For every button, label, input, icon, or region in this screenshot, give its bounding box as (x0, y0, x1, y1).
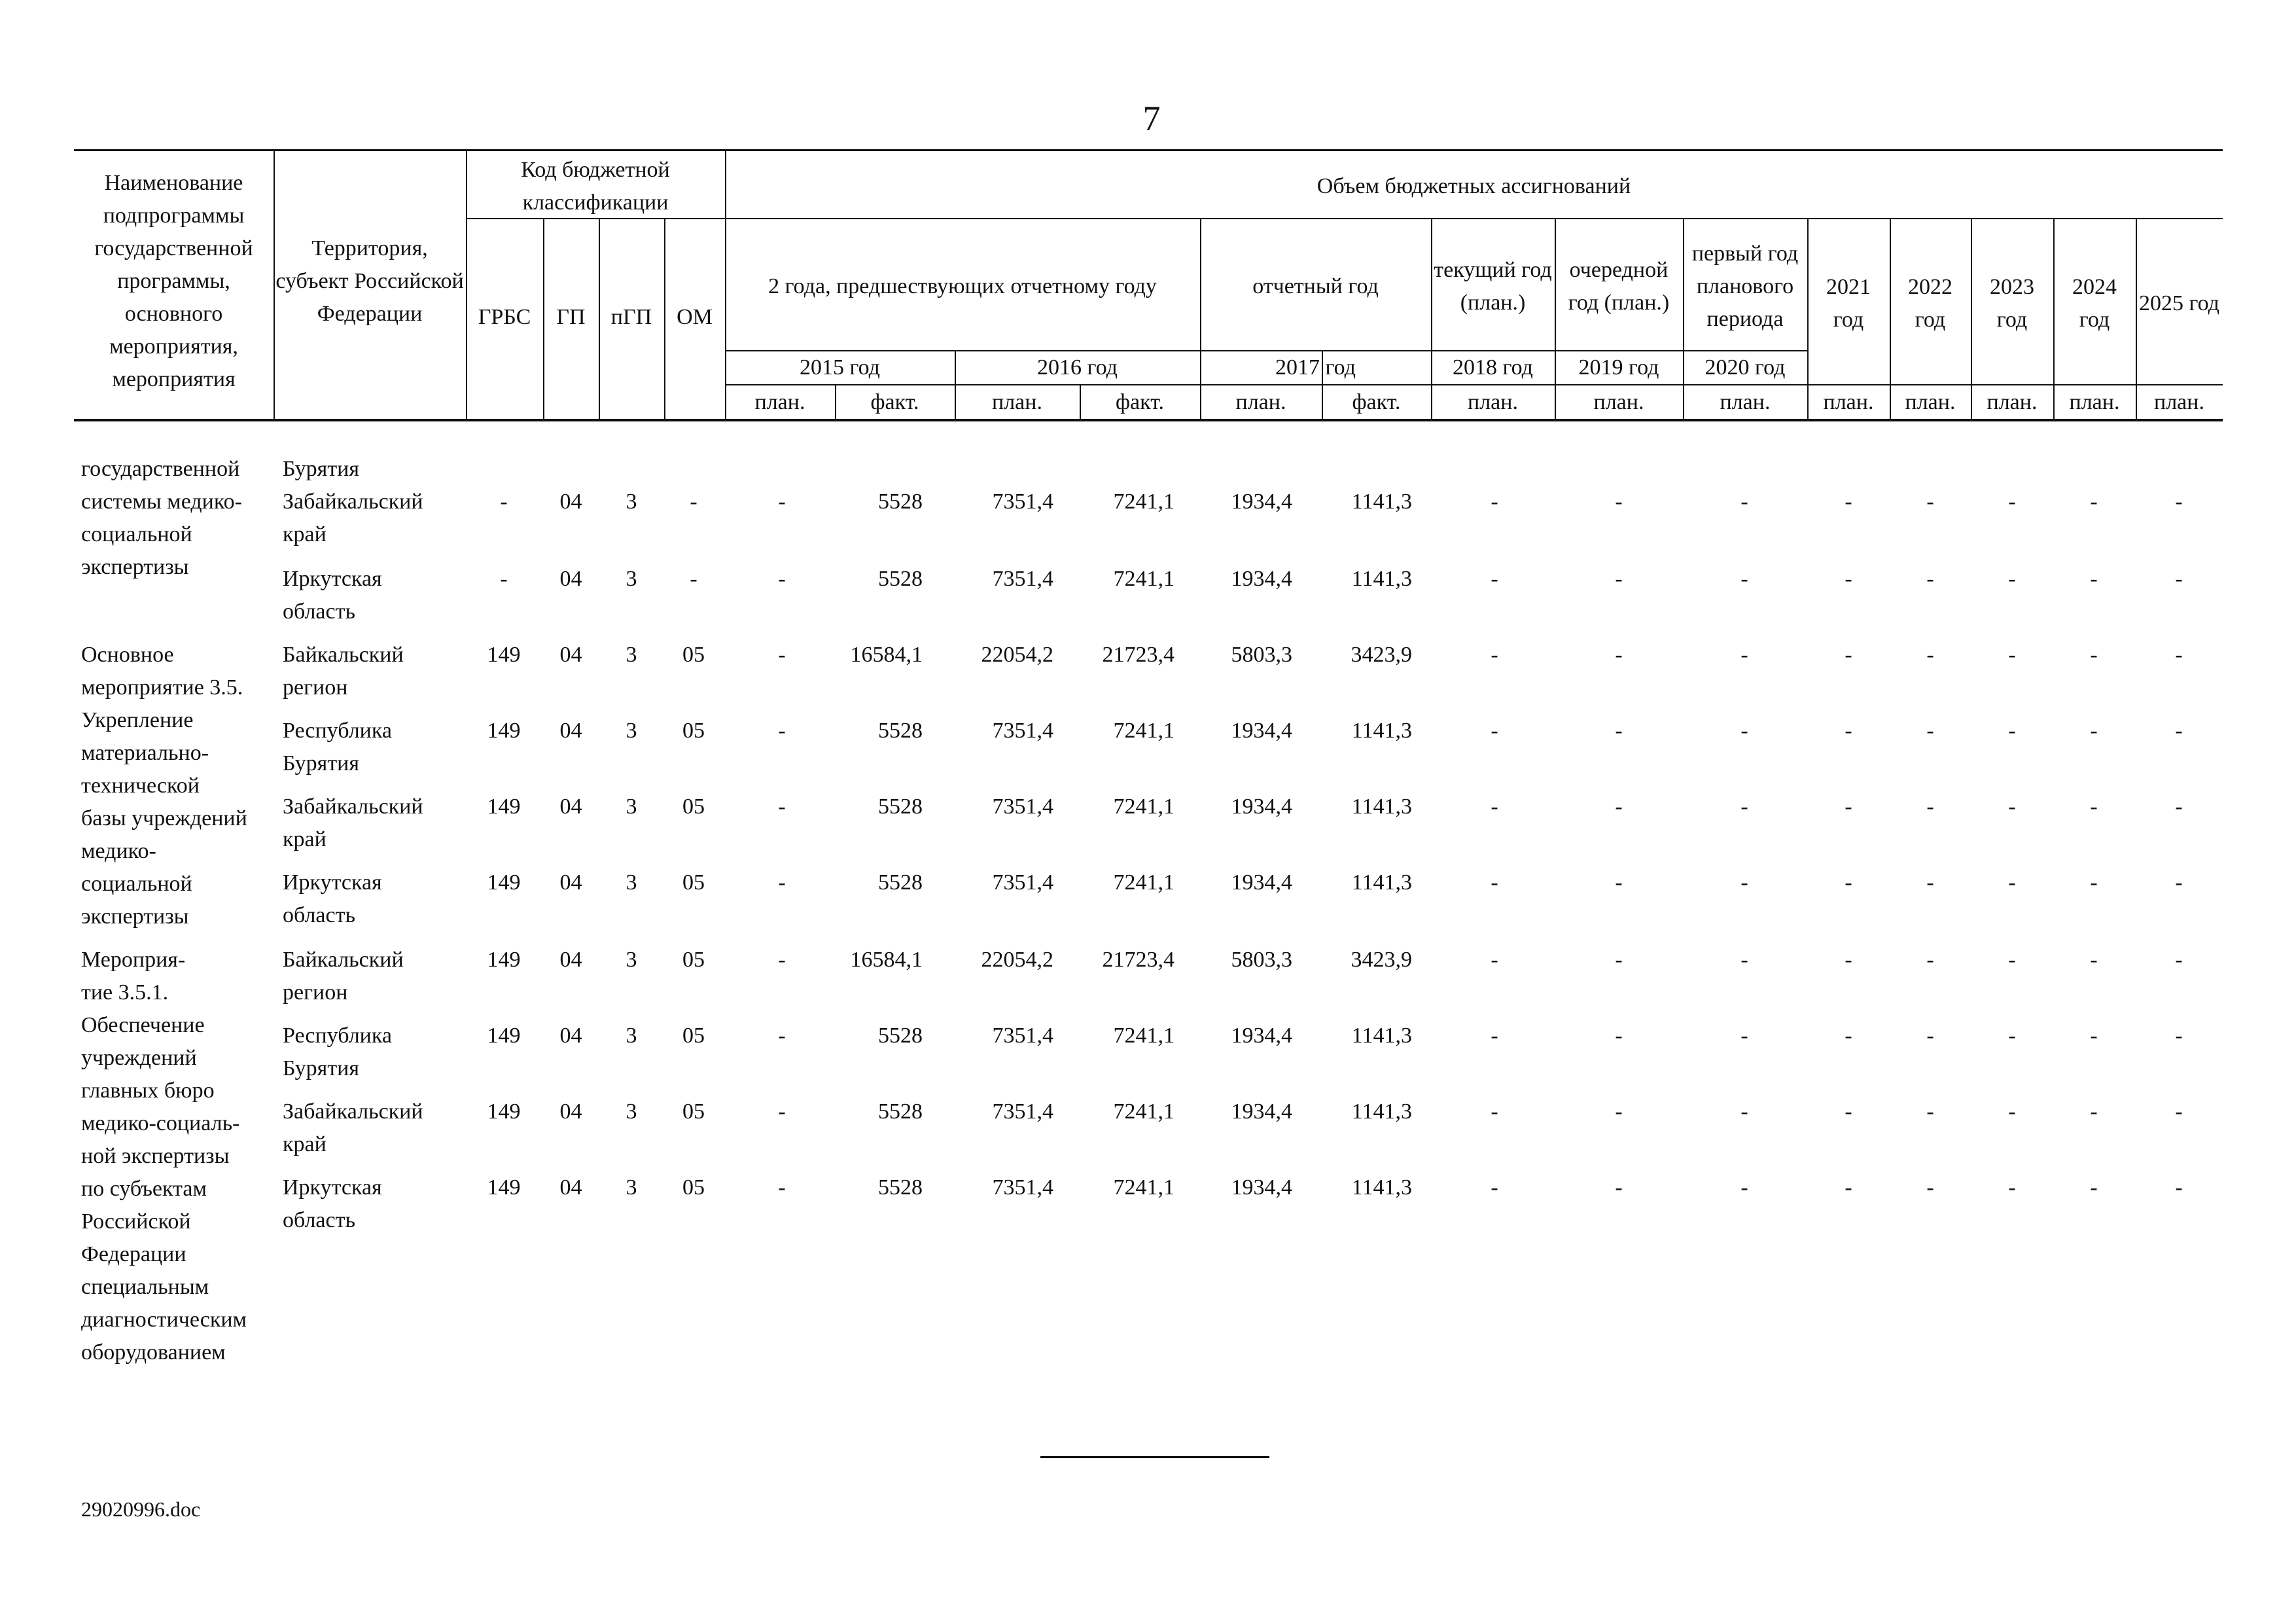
table-cell: 04 (559, 643, 582, 667)
table-cell: - (1845, 643, 1852, 667)
table-cell: - (690, 567, 698, 591)
territory-line: Байкальский (283, 948, 404, 972)
table-header (0, 0, 2296, 432)
table-cell: - (2008, 719, 2016, 743)
table-cell: - (1491, 643, 1498, 667)
subcolumn-header: план. (1720, 389, 1771, 414)
table-cell: - (2008, 948, 2016, 972)
table-cell: 7351,4 (992, 1099, 1053, 1124)
column-header-budget-volume: Объем бюджетных ассигнований (1316, 173, 1631, 198)
name-line: по субъектам (81, 1177, 207, 1201)
column-header-report-year: отчетный год (1252, 274, 1379, 298)
table-cell: 05 (682, 948, 705, 972)
table-cell: 05 (682, 1099, 705, 1124)
table-cell: - (1845, 719, 1852, 743)
name-line: Укрепление (81, 708, 194, 732)
table-cell: - (2008, 1175, 2016, 1200)
table-cell: - (1615, 719, 1623, 743)
table-cell: - (1491, 1024, 1498, 1048)
table-cell: 149 (487, 794, 521, 819)
table-cell: 7351,4 (992, 490, 1053, 514)
territory-line: регион (283, 675, 348, 700)
subcolumn-header: план. (1823, 389, 1874, 414)
table-cell: - (778, 1175, 786, 1200)
table-cell: - (1740, 719, 1748, 743)
table-cell: - (1615, 490, 1623, 514)
territory-line: край (283, 1132, 327, 1156)
table-cell: 1141,3 (1351, 719, 1412, 743)
table-cell: 21723,4 (1102, 948, 1174, 972)
table-cell: 5803,3 (1231, 643, 1292, 667)
table-cell: - (778, 870, 786, 895)
table-cell: 149 (487, 719, 521, 743)
table-cell: - (1491, 794, 1498, 819)
table-cell: - (2008, 490, 2016, 514)
territory-line: Республика (283, 719, 392, 743)
table-cell: 16584,1 (850, 643, 923, 667)
table-cell: 1934,4 (1231, 490, 1292, 514)
table-cell: - (2090, 1099, 2098, 1124)
territory-line: край (283, 522, 327, 546)
name-line: специальным (81, 1275, 209, 1299)
table-cell: - (1491, 490, 1498, 514)
table-cell: - (2008, 567, 2016, 591)
table-cell: - (778, 490, 786, 514)
table-cell: 7241,1 (1113, 490, 1174, 514)
territory-line: Байкальский (283, 643, 404, 667)
territory-line: Бурятия (283, 1056, 360, 1080)
subcolumn-header: факт. (1116, 389, 1164, 414)
table-cell: - (1926, 567, 1934, 591)
table-cell: 3 (626, 948, 637, 972)
table-cell: 1934,4 (1231, 794, 1292, 819)
table-cell: 04 (559, 870, 582, 895)
territory-line: Бурятия (283, 457, 360, 481)
table-cell: 1141,3 (1351, 1099, 1412, 1124)
column-header-pgp: пГП (610, 305, 652, 329)
table-cell: - (1926, 870, 1934, 895)
table-cell: - (1615, 948, 1623, 972)
name-line: Федерации (81, 1242, 186, 1266)
table-cell: 22054,2 (981, 643, 1053, 667)
table-cell: 7241,1 (1113, 719, 1174, 743)
table-cell: - (1926, 719, 1934, 743)
table-cell: - (2175, 1175, 2183, 1200)
table-cell: 1141,3 (1351, 794, 1412, 819)
column-header-grbs: ГРБС (478, 305, 531, 329)
table-cell: 5803,3 (1231, 948, 1292, 972)
table-cell: 7241,1 (1113, 794, 1174, 819)
table-cell: - (1845, 870, 1852, 895)
table-cell: 5528 (878, 1175, 923, 1200)
table-cell: - (1740, 794, 1748, 819)
table-cell: - (2090, 567, 2098, 591)
table-cell: 3 (626, 794, 637, 819)
table-cell: - (2175, 1099, 2183, 1124)
table-cell: 1141,3 (1351, 1175, 1412, 1200)
table-cell: - (2090, 870, 2098, 895)
name-line: мероприятие 3.5. (81, 675, 243, 700)
table-cell: 5528 (878, 490, 923, 514)
table-cell: - (1845, 948, 1852, 972)
table-cell: - (1926, 948, 1934, 972)
table-cell: - (1926, 1099, 1934, 1124)
name-line: Обеспечение (81, 1013, 205, 1037)
table-cell: 3 (626, 643, 637, 667)
subcolumn-header: план. (2154, 389, 2204, 414)
row-name-block (81, 639, 277, 933)
table-cell: 3 (626, 1099, 637, 1124)
table-cell: 5528 (878, 719, 923, 743)
table-cell: - (690, 490, 698, 514)
table-cell: 1934,4 (1231, 567, 1292, 591)
header-rule (74, 419, 2223, 421)
table-cell: 7351,4 (992, 794, 1053, 819)
table-cell: 149 (487, 1024, 521, 1048)
territory-cell (283, 715, 466, 780)
territory-line: Иркутская (283, 567, 382, 591)
table-cell: - (1740, 948, 1748, 972)
table-cell: 3 (626, 719, 637, 743)
subcolumn-header: план. (1905, 389, 1956, 414)
name-line: экспертизы (81, 904, 189, 929)
table-cell: 05 (682, 1024, 705, 1048)
territory-line: Бурятия (283, 751, 360, 776)
table-cell: - (1491, 719, 1498, 743)
table-cell: - (1926, 1175, 1934, 1200)
territory-line: область (283, 599, 355, 624)
table-cell: 3 (626, 870, 637, 895)
table-cell: - (1845, 567, 1852, 591)
table-cell: 1934,4 (1231, 719, 1292, 743)
table-cell: 5528 (878, 1024, 923, 1048)
column-header-year-2023: 2023 год (1990, 274, 2034, 332)
table-cell: - (1845, 794, 1852, 819)
end-separator-line (1040, 1456, 1269, 1458)
name-line: государственной (81, 457, 240, 481)
name-line: системы медико- (81, 490, 242, 514)
table-cell: - (1615, 1175, 1623, 1200)
table-cell: - (1615, 794, 1623, 819)
name-line: социальной (81, 522, 192, 546)
table-cell: 149 (487, 1175, 521, 1200)
table-cell: 7241,1 (1113, 1175, 1174, 1200)
column-header-year-2025: 2025 год (2139, 291, 2219, 315)
name-line: учреждений (81, 1046, 197, 1070)
table-cell: - (778, 643, 786, 667)
table-cell: - (2090, 948, 2098, 972)
row-name-block (81, 944, 277, 1369)
territory-line: Иркутская (283, 1175, 382, 1200)
column-header-gp: ГП (556, 305, 586, 329)
territory-line: область (283, 1208, 355, 1232)
subcolumn-header: план. (1593, 389, 1644, 414)
table-cell: - (2008, 1024, 2016, 1048)
table-cell: - (1615, 643, 1623, 667)
table-cell: - (778, 1099, 786, 1124)
name-line: социальной (81, 872, 192, 896)
column-header-budget-code: Код бюджетной классификации (521, 157, 670, 215)
column-header-next-year: очередной год (план.) (1568, 257, 1670, 315)
column-header-territory: Территория, субъект Российской Федерации (275, 236, 464, 326)
table-cell: - (1740, 643, 1748, 667)
table-cell: 22054,2 (981, 948, 1053, 972)
table-cell: - (1615, 567, 1623, 591)
column-header-om: ОМ (677, 305, 713, 329)
table-cell: 16584,1 (850, 948, 923, 972)
table-cell: 5528 (878, 870, 923, 895)
table-cell: - (500, 567, 508, 591)
table-cell: - (2008, 870, 2016, 895)
territory-cell (283, 1096, 466, 1161)
table-cell: 149 (487, 948, 521, 972)
year-label-2016: 2016 год (1037, 355, 1118, 380)
table-cell: - (2175, 490, 2183, 514)
territory-line: область (283, 903, 355, 927)
table-cell: 3 (626, 1175, 637, 1200)
table-cell: - (2175, 719, 2183, 743)
table-cell: 04 (559, 1175, 582, 1200)
territory-cell (283, 944, 466, 1009)
table-cell: - (1491, 948, 1498, 972)
table-cell: 05 (682, 643, 705, 667)
table-cell: 1141,3 (1351, 567, 1412, 591)
table-cell: - (1926, 1024, 1934, 1048)
table-cell: 04 (559, 719, 582, 743)
territory-line: Иркутская (283, 870, 382, 895)
name-line: оборудованием (81, 1340, 226, 1364)
territory-cell (283, 1171, 466, 1237)
table-cell: 7351,4 (992, 1175, 1053, 1200)
territory-cell (283, 453, 466, 486)
table-cell: 04 (559, 794, 582, 819)
name-line: экспертизы (81, 555, 189, 579)
table-cell: 149 (487, 870, 521, 895)
table-cell: - (2175, 1024, 2183, 1048)
table-cell: - (1845, 1099, 1852, 1124)
subcolumn-header: план. (1235, 389, 1286, 414)
year-label-2019: 2019 год (1578, 355, 1659, 380)
territory-line: Республика (283, 1024, 392, 1048)
table-cell: 149 (487, 643, 521, 667)
table-cell: - (778, 948, 786, 972)
table-cell: - (2090, 1175, 2098, 1200)
name-line: медико- (81, 839, 156, 863)
table-cell: - (2175, 567, 2183, 591)
table-cell: - (2090, 719, 2098, 743)
table-cell: - (2090, 794, 2098, 819)
territory-cell (283, 563, 466, 628)
table-cell: - (1740, 567, 1748, 591)
table-cell: 1141,3 (1351, 490, 1412, 514)
subcolumn-header: план. (2069, 389, 2120, 414)
territory-line: край (283, 827, 327, 851)
table-cell: 7351,4 (992, 567, 1053, 591)
table-cell: 05 (682, 1175, 705, 1200)
column-header-two-years: 2 года, предшествующих отчетному году (768, 274, 1157, 298)
name-line: материально- (81, 741, 209, 765)
name-line: главных бюро (81, 1079, 215, 1103)
name-line: Основное (81, 643, 174, 667)
table-cell: - (2008, 794, 2016, 819)
table-cell: 04 (559, 948, 582, 972)
table-cell: - (1926, 490, 1934, 514)
territory-cell (283, 866, 466, 932)
table-cell: - (1740, 1175, 1748, 1200)
territory-cell (283, 639, 466, 704)
table-cell: - (2008, 643, 2016, 667)
table-cell: - (778, 567, 786, 591)
table-cell: - (2175, 643, 2183, 667)
name-line: Мероприя- (81, 948, 186, 972)
table-cell: 1934,4 (1231, 1024, 1292, 1048)
subcolumn-header: факт. (1352, 389, 1401, 414)
table-cell: 7351,4 (992, 1024, 1053, 1048)
name-line: тие 3.5.1. (81, 980, 169, 1005)
table-cell: - (1740, 490, 1748, 514)
year-label-2017: 2017 год (1275, 355, 1356, 380)
territory-line: регион (283, 980, 348, 1005)
table-cell: - (778, 719, 786, 743)
territory-line: Забайкальский (283, 794, 423, 819)
table-cell: - (1491, 567, 1498, 591)
table-cell: 05 (682, 870, 705, 895)
subcolumn-header: план. (992, 389, 1042, 414)
table-cell: - (1926, 794, 1934, 819)
table-cell: 3423,9 (1351, 948, 1412, 972)
table-cell: 3423,9 (1351, 643, 1412, 667)
table-cell: - (1845, 490, 1852, 514)
name-line: Российской (81, 1209, 191, 1234)
table-cell: 7351,4 (992, 870, 1053, 895)
table-cell: - (1491, 870, 1498, 895)
table-cell: 1141,3 (1351, 1024, 1412, 1048)
table-cell: 1934,4 (1231, 1175, 1292, 1200)
table-cell: - (2175, 948, 2183, 972)
table-cell: - (2175, 870, 2183, 895)
table-cell: - (1740, 1024, 1748, 1048)
name-line: технической (81, 774, 200, 798)
subcolumn-header: факт. (870, 389, 919, 414)
page-number: 7 (1142, 99, 1161, 138)
header-rule (74, 149, 2223, 151)
column-header-year-2024: 2024 год (2072, 274, 2117, 332)
table-cell: - (2090, 490, 2098, 514)
column-header-year-2022: 2022 год (1908, 274, 1952, 332)
table-cell: 5528 (878, 794, 923, 819)
territory-cell (283, 791, 466, 856)
table-cell: 5528 (878, 567, 923, 591)
table-cell: 149 (487, 1099, 521, 1124)
subcolumn-header: план. (1468, 389, 1518, 414)
table-cell: 04 (559, 490, 582, 514)
territory-cell (283, 486, 466, 551)
table-cell: 7241,1 (1113, 1099, 1174, 1124)
table-cell: - (1615, 1024, 1623, 1048)
table-cell: 7241,1 (1113, 1024, 1174, 1048)
column-header-first-plan-year: первый год планового периода (1691, 241, 1799, 331)
territory-cell (283, 1020, 466, 1085)
name-line: диагностическим (81, 1308, 247, 1332)
table-cell: - (2175, 794, 2183, 819)
territory-line: Забайкальский (283, 490, 423, 514)
subcolumn-header: план. (1987, 389, 2038, 414)
table-cell: - (1491, 1175, 1498, 1200)
table-cell: - (1615, 870, 1623, 895)
file-name-footer: 29020996.doc (81, 1497, 201, 1521)
table-cell: 05 (682, 794, 705, 819)
table-cell: - (1740, 1099, 1748, 1124)
year-label-2018: 2018 год (1453, 355, 1533, 380)
table-cell: 21723,4 (1102, 643, 1174, 667)
name-line: базы учреждений (81, 806, 247, 830)
table-cell: 1934,4 (1231, 870, 1292, 895)
table-cell: - (2008, 1099, 2016, 1124)
year-label-2020: 2020 год (1704, 355, 1786, 380)
table-cell: - (1845, 1175, 1852, 1200)
table-cell: 3 (626, 567, 637, 591)
table-cell: 7351,4 (992, 719, 1053, 743)
table-cell: 7241,1 (1113, 870, 1174, 895)
table-cell: - (1615, 1099, 1623, 1124)
table-cell: - (2090, 1024, 2098, 1048)
table-cell: 1141,3 (1351, 870, 1412, 895)
table-cell: 04 (559, 567, 582, 591)
table-cell: - (778, 794, 786, 819)
name-line: медико-социаль- (81, 1111, 240, 1135)
name-line: ной экспертизы (81, 1144, 230, 1168)
row-name-block (81, 453, 277, 584)
subcolumn-header: план. (754, 389, 805, 414)
table-cell: - (1926, 643, 1934, 667)
year-label-2015: 2015 год (800, 355, 880, 380)
table-cell: - (1740, 870, 1748, 895)
column-header-current-year: текущий год (план.) (1434, 257, 1552, 315)
table-cell: - (2090, 643, 2098, 667)
table-cell: - (1491, 1099, 1498, 1124)
table-cell: - (1845, 1024, 1852, 1048)
table-cell: 05 (682, 719, 705, 743)
table-cell: - (778, 1024, 786, 1048)
table-cell: 1934,4 (1231, 1099, 1292, 1124)
territory-line: Забайкальский (283, 1099, 423, 1124)
table-cell: 04 (559, 1099, 582, 1124)
column-header-name: Наименование подпрограммы государственной программы, основного мероприятия, мероприятия (94, 171, 253, 391)
table-cell: 7241,1 (1113, 567, 1174, 591)
header-rule (725, 218, 2223, 219)
table-cell: - (500, 490, 508, 514)
table-cell: 5528 (878, 1099, 923, 1124)
table-cell: 3 (626, 1024, 637, 1048)
table-cell: 3 (626, 490, 637, 514)
table-cell: 04 (559, 1024, 582, 1048)
column-header-year-2021: 2021 год (1826, 274, 1871, 332)
